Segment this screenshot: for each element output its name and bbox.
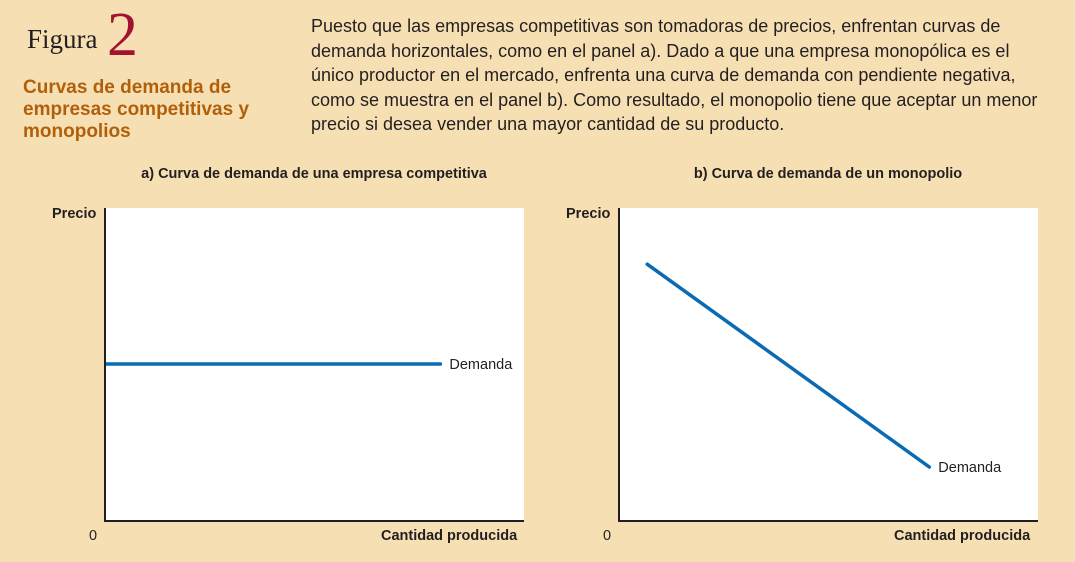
figure-title: Curvas de demanda de empresas competitivas y monopolios bbox=[23, 77, 250, 142]
panel-b-svg bbox=[620, 208, 1038, 520]
panel-a-origin: 0 bbox=[89, 528, 98, 544]
figure-number: 2 bbox=[107, 1, 138, 69]
figure-word: Figura bbox=[27, 24, 98, 54]
panel-a-demand-label: Demanda bbox=[449, 357, 513, 373]
panel-a-plot bbox=[104, 208, 524, 522]
panel-b-ylabel: Precio bbox=[566, 206, 611, 222]
panel-b-demand-line bbox=[647, 264, 929, 467]
panel-b-xlabel: Cantidad producida bbox=[894, 528, 1031, 544]
panel-b-title: b) Curva de demanda de un monopolio bbox=[693, 166, 963, 182]
panel-a-xlabel: Cantidad producida bbox=[381, 528, 518, 544]
panel-b-demand-label: Demanda bbox=[938, 460, 1002, 476]
panel-b-plot bbox=[618, 208, 1038, 522]
panel-a-title: a) Curva de demanda de una empresa competitiva bbox=[141, 166, 487, 182]
figure-caption: Puesto que las empresas competitivas son tomadoras de precios, enfrentan curvas de demanda horizontales, como en el panel a). Dado a que una empresa monopólica es el único productor en el mercado, enfrenta una curva de demanda con pendiente negativa, como se muestra en el panel b). Como resultado, el monopolio tiene que aceptar un menor precio si desea vender una mayor cantidad de su producto. bbox=[311, 16, 1038, 134]
panel-a-svg bbox=[106, 208, 524, 520]
panel-a-ylabel: Precio bbox=[52, 206, 97, 222]
panel-b-origin: 0 bbox=[603, 528, 612, 544]
